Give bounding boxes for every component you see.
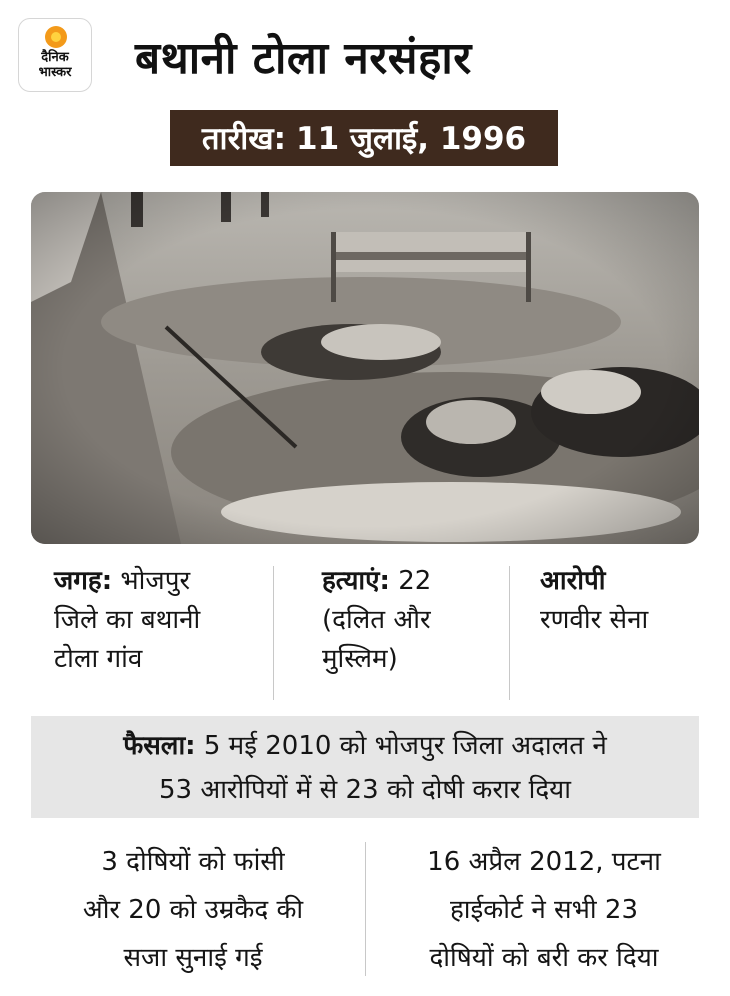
accused-label: आरोपी <box>540 566 606 596</box>
info-place <box>54 562 264 679</box>
killings-value: 22 <box>398 566 432 596</box>
info-accused <box>540 562 710 640</box>
info-killings <box>322 562 502 679</box>
divider <box>365 842 366 976</box>
outcome-right-line-1: 16 अप्रैल 2012, पटना <box>427 847 661 877</box>
date-band <box>170 110 558 166</box>
divider <box>509 566 510 700</box>
killings-line-1 <box>322 562 502 601</box>
killings-line-2: (दलित और <box>322 605 431 635</box>
killings-line-3: मुस्लिम) <box>322 644 398 674</box>
place-label: जगह: <box>54 566 113 596</box>
verdict-text-1: 5 मई 2010 को भोजपुर जिला अदालत ने <box>203 731 607 761</box>
photo-illustration <box>31 192 699 544</box>
verdict-line-1 <box>31 724 699 768</box>
verdict-line-2: 53 आरोपियों में से 23 को दोषी करार दिया <box>159 775 571 805</box>
sun-icon <box>45 26 67 48</box>
place-value: भोजपुर <box>120 566 191 596</box>
place-line-2: जिले का बथानी <box>54 605 201 635</box>
outcome-right-line-3: दोषियों को बरी कर दिया <box>429 943 659 973</box>
divider <box>273 566 274 700</box>
outcome-right <box>378 838 710 982</box>
place-line-3: टोला गांव <box>54 644 143 674</box>
place-line-1 <box>54 562 264 601</box>
brand-logo <box>18 18 92 92</box>
archival-photo <box>31 192 699 544</box>
logo-line-1: दैनिक <box>41 50 69 65</box>
verdict-label: फैसला: <box>123 731 196 761</box>
outcome-right-line-2: हाईकोर्ट ने सभी 23 <box>449 895 638 925</box>
date-value: 11 जुलाई, 1996 <box>296 121 527 157</box>
outcome-left-line-3: सजा सुनाई गई <box>123 943 263 973</box>
killings-label: हत्याएं: <box>322 566 390 596</box>
page-title: बथानी टोला नरसंहार <box>135 33 472 84</box>
logo-text <box>19 50 91 80</box>
logo-line-2: भास्कर <box>38 65 72 80</box>
accused-value: रणवीर सेना <box>540 605 649 635</box>
outcome-left-line-1: 3 दोषियों को फांसी <box>101 847 285 877</box>
outcome-left-line-2: और 20 को उम्रकैद की <box>82 895 304 925</box>
date-label: तारीख: <box>201 121 287 157</box>
verdict-box <box>31 716 699 818</box>
outcome-left <box>40 838 346 982</box>
